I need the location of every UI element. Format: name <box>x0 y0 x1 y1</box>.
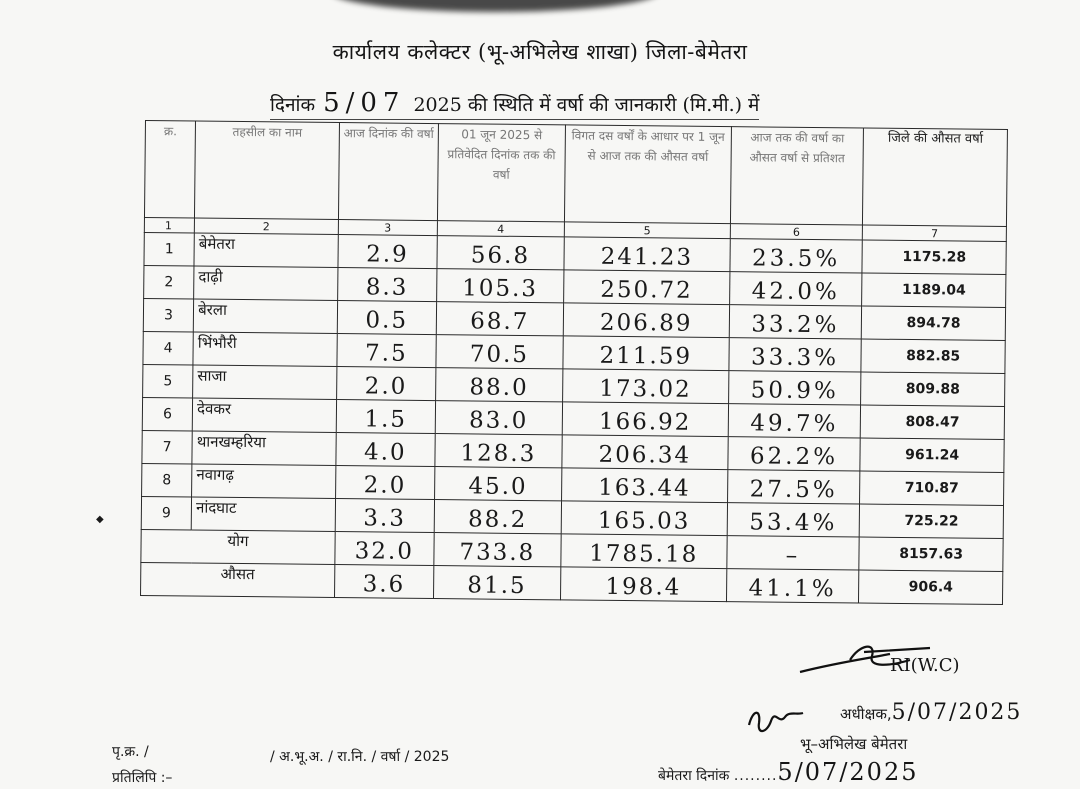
rainfall-table <box>140 120 1008 605</box>
place-date <box>658 758 918 786</box>
row-tehsil-name: नवागढ़ <box>192 464 336 499</box>
row-today: 8.3 <box>337 268 436 302</box>
row-sn: 9 <box>141 496 191 530</box>
row-sn: 5 <box>143 364 193 398</box>
average-percent: 41.1% <box>726 569 859 603</box>
row-sn: 6 <box>142 397 192 431</box>
ref-text: / अ.भू.अ. / रा.नि. / वर्षा / 2025 <box>270 749 450 765</box>
average-ten-year-avg: 198.4 <box>560 567 726 602</box>
average-today: 3.6 <box>334 565 433 599</box>
place-date-label: बेमेतरा दिनांक <box>658 768 730 784</box>
row-sn: 3 <box>143 298 193 332</box>
row-today: 1.5 <box>336 400 435 434</box>
photo-shadow <box>330 0 660 12</box>
row-district-avg: 882.85 <box>861 339 1005 374</box>
column-number: 3 <box>338 220 437 236</box>
column-number: 1 <box>144 217 194 233</box>
copy-label: प्रतिलिपि :– <box>112 770 173 786</box>
row-district-avg: 894.78 <box>862 306 1006 341</box>
row-today: 4.0 <box>336 433 435 467</box>
row-district-avg: 725.22 <box>859 504 1003 539</box>
column-number: 6 <box>730 224 863 240</box>
row-sn: 8 <box>142 463 192 497</box>
signature-note: RI(W.C) <box>890 655 960 676</box>
row-since-june: 83.0 <box>435 401 562 435</box>
column-number: 2 <box>194 218 338 235</box>
row-ten-year-avg: 250.72 <box>563 270 729 305</box>
row-since-june: 56.8 <box>437 236 564 270</box>
page-title: कार्यालय कलेक्टर (भू-अभिलेख शाखा) जिला-बेमेतरा <box>332 40 748 64</box>
row-tehsil-name: बेरला <box>193 299 337 334</box>
total-ten-year-avg: 1785.18 <box>561 534 727 569</box>
row-district-avg: 710.87 <box>860 471 1004 506</box>
place-date-dots: ........ <box>733 768 778 784</box>
total-percent: – <box>727 536 860 570</box>
subtitle-date: 5/07 <box>323 88 406 118</box>
office-name: भू–अभिलेख बेमेतरा <box>800 735 908 753</box>
place-date-value: 5/07/2025 <box>777 758 919 786</box>
row-district-avg: 1189.04 <box>862 273 1006 308</box>
column-number: 5 <box>564 222 730 239</box>
row-ten-year-avg: 163.44 <box>561 468 727 503</box>
total-today: 32.0 <box>335 532 434 566</box>
average-label: औसत <box>141 562 335 597</box>
row-since-june: 105.3 <box>436 269 563 303</box>
column-number: 4 <box>437 221 564 237</box>
superintendent-label: अधीक्षक, <box>840 705 892 723</box>
row-today: 2.0 <box>335 466 434 500</box>
row-percent: 49.7% <box>728 404 861 438</box>
superintendent-line <box>840 700 1022 725</box>
row-sn: 4 <box>143 331 193 365</box>
row-percent: 62.2% <box>728 437 861 471</box>
total-since-june: 733.8 <box>434 533 561 567</box>
row-tehsil-name: थानखम्हरिया <box>192 431 336 466</box>
row-ten-year-avg: 211.59 <box>563 336 729 371</box>
row-since-june: 45.0 <box>434 467 561 501</box>
row-sn: 2 <box>144 265 194 299</box>
ink-dot: ◆ <box>96 514 104 525</box>
row-tehsil-name: साजा <box>193 365 337 400</box>
row-ten-year-avg: 165.03 <box>561 501 727 536</box>
row-since-june: 68.7 <box>436 302 563 336</box>
total-label: योग <box>141 529 335 564</box>
row-percent: 27.5% <box>727 470 860 504</box>
row-since-june: 88.0 <box>435 368 562 402</box>
row-tehsil-name: भिंभौरी <box>193 332 337 367</box>
row-ten-year-avg: 206.34 <box>562 435 728 470</box>
header-since-june: 01 जून 2025 से प्रतिवेदित दिनांक तक की वर्षा <box>437 124 565 222</box>
page-subtitle <box>270 88 759 118</box>
row-today: 3.3 <box>335 499 434 533</box>
row-since-june: 70.5 <box>436 335 563 369</box>
row-percent: 53.4% <box>727 503 860 537</box>
average-since-june: 81.5 <box>433 566 560 600</box>
row-ten-year-avg: 241.23 <box>564 237 730 272</box>
column-number: 7 <box>863 225 1007 242</box>
row-tehsil-name: बेमेतरा <box>194 233 338 268</box>
row-today: 2.9 <box>338 235 437 269</box>
table-header-row <box>144 121 1007 227</box>
row-tehsil-name: नांदघाट <box>191 497 335 532</box>
row-percent: 23.5% <box>730 239 863 273</box>
row-since-june: 128.3 <box>435 434 562 468</box>
row-today: 7.5 <box>337 334 436 368</box>
total-district-avg: 8157.63 <box>859 537 1003 572</box>
subtitle-prefix: दिनांक <box>270 94 316 116</box>
header-tehsil: तहसील का नाम <box>195 121 340 219</box>
header-percent: आज तक की वर्षा का औसत वर्षा से प्रतिशत <box>730 127 864 225</box>
header-district-avg: जिले की औसत वर्षा <box>863 128 1008 226</box>
row-percent: 42.0% <box>729 272 862 306</box>
superintendent-date: 5/07/2025 <box>891 700 1023 725</box>
header-sn: क्र. <box>144 121 195 219</box>
row-today: 2.0 <box>336 367 435 401</box>
row-district-avg: 961.24 <box>860 438 1004 473</box>
row-percent: 50.9% <box>728 371 861 405</box>
row-today: 0.5 <box>337 301 436 335</box>
header-today: आज दिनांक की वर्षा <box>338 123 438 221</box>
row-percent: 33.3% <box>729 338 862 372</box>
row-since-june: 88.2 <box>434 500 561 534</box>
row-ten-year-avg: 206.89 <box>563 303 729 338</box>
row-sn: 7 <box>142 430 192 464</box>
row-district-avg: 1175.28 <box>862 240 1006 275</box>
row-district-avg: 809.88 <box>861 372 1005 407</box>
row-ten-year-avg: 166.92 <box>562 402 728 437</box>
row-tehsil-name: दाढ़ी <box>194 266 338 301</box>
row-percent: 33.2% <box>729 305 862 339</box>
row-district-avg: 808.47 <box>860 405 1004 440</box>
average-district-avg: 906.4 <box>859 570 1003 605</box>
subtitle-rest: 2025 की स्थिति में वर्षा की जानकारी (मि.मी.) में <box>413 94 760 116</box>
header-ten-year-avg: विगत दस वर्षों के आधार पर 1 जून से आज तक की औसत वर्षा <box>564 125 731 224</box>
ref-label: पृ.क्र. / <box>112 744 149 760</box>
row-sn: 1 <box>144 232 194 266</box>
row-tehsil-name: देवकर <box>192 398 336 433</box>
row-ten-year-avg: 173.02 <box>562 369 728 404</box>
